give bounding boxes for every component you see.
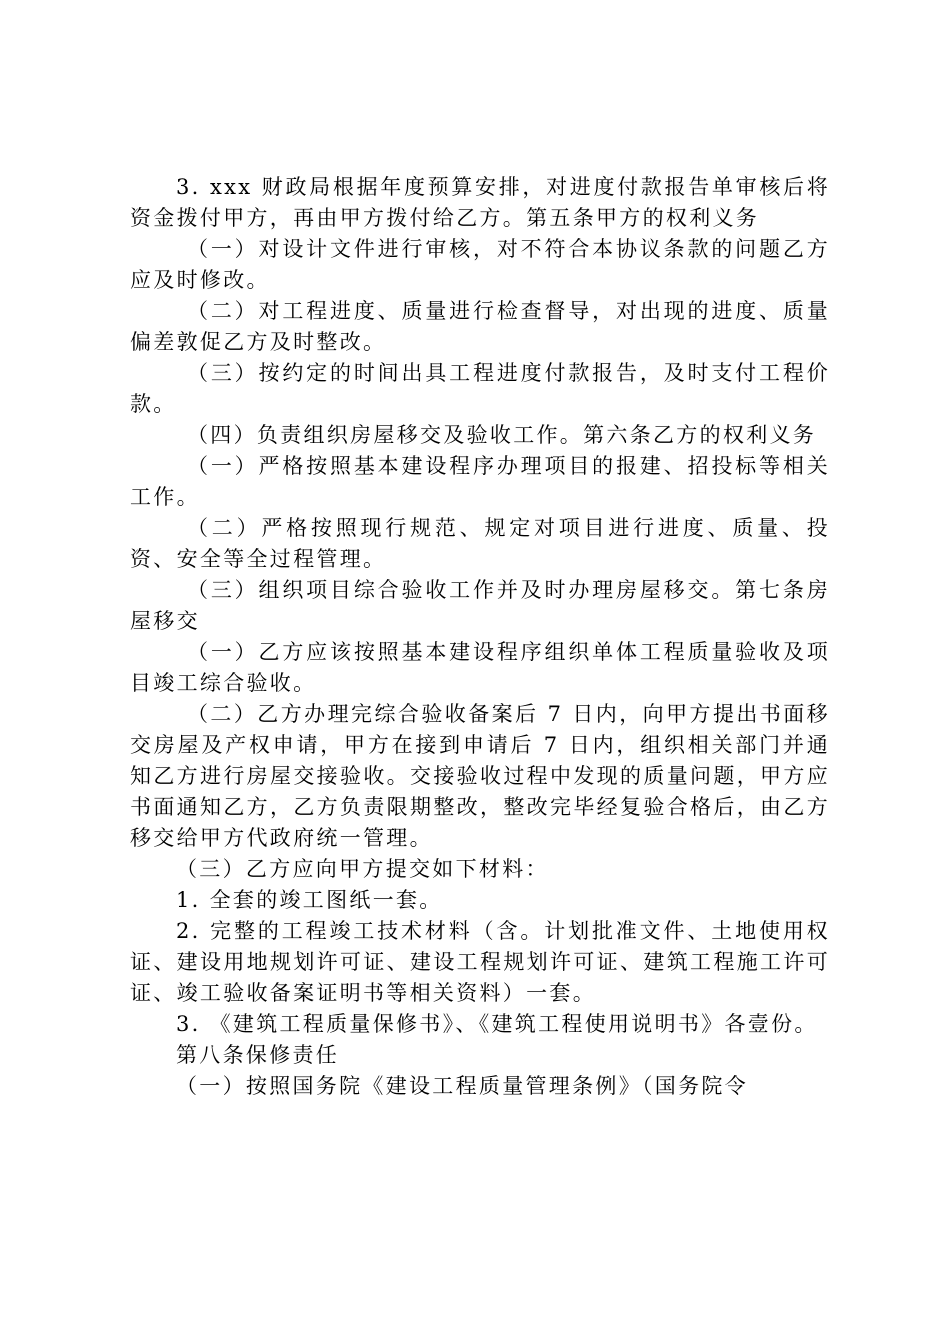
paragraph-material-2: 2. 完整的工程竣工技术材料（含。计划批准文件、土地使用权证、建设用地规划许可证、建设工程规划许可证、建筑工程施工许可证、竣工验收备案证明书等相关资料）一套。 [130, 919, 830, 1005]
paragraph-party-b-item-3: （三）组织项目综合验收工作并及时办理房屋移交。第七条房屋移交 [130, 578, 830, 633]
document-body [130, 172, 830, 1102]
paragraph-warranty-item-1: （一）按照国务院《建设工程质量管理条例》（国务院令 [176, 1074, 748, 1098]
paragraph-party-a-item-4: （四）负责组织房屋移交及验收工作。第六条乙方的权利义务 [187, 423, 817, 447]
paragraph-party-b-item-2: （二）严格按照现行规范、规定对项目进行进度、质量、投资、安全等全过程管理。 [130, 516, 830, 571]
paragraph-material-3: 3. 《建筑工程质量保修书》、《建筑工程使用说明书》各壹份。 [176, 1012, 818, 1036]
paragraph-party-a-item-1: （一）对设计文件进行审核，对不符合本协议条款的问题乙方应及时修改。 [130, 237, 830, 292]
paragraph-party-a-item-2: （二）对工程进度、质量进行检查督导，对出现的进度、质量偏差敦促乙方及时整改。 [130, 299, 830, 354]
paragraph-handover-item-3: （三）乙方应向甲方提交如下材料： [176, 857, 549, 881]
paragraph-handover-item-1: （一）乙方应该按照基本建设程序组织单体工程质量验收及项目竣工综合验收。 [130, 640, 830, 695]
paragraph-handover-item-2: （二）乙方办理完综合验收备案后 7 日内，向甲方提出书面移交房屋及产权申请，甲方在接到申请后 7 日内，组织相关部门并通知乙方进行房屋交接验收。交接验收过程中发现的质量问题，甲方应书面通知乙方，乙方负责限期整改，整改完毕经复验合格后，由乙方移交给甲方代政府统一管理。 [130, 702, 830, 850]
paragraph-payment-allocation: 3. xxx 财政局根据年度预算安排，对进度付款报告单审核后将资金拨付甲方，再由甲方拨付给乙方。第五条甲方的权利义务 [130, 175, 830, 230]
paragraph-material-1: 1. 全套的竣工图纸一套。 [176, 888, 443, 912]
paragraph-party-b-item-1: （一）严格按照基本建设程序办理项目的报建、招投标等相关工作。 [130, 454, 830, 509]
paragraph-party-a-item-3: （三）按约定的时间出具工程进度付款报告，及时支付工程价款。 [130, 361, 830, 416]
paragraph-warranty-heading: 第八条保修责任 [176, 1043, 340, 1067]
